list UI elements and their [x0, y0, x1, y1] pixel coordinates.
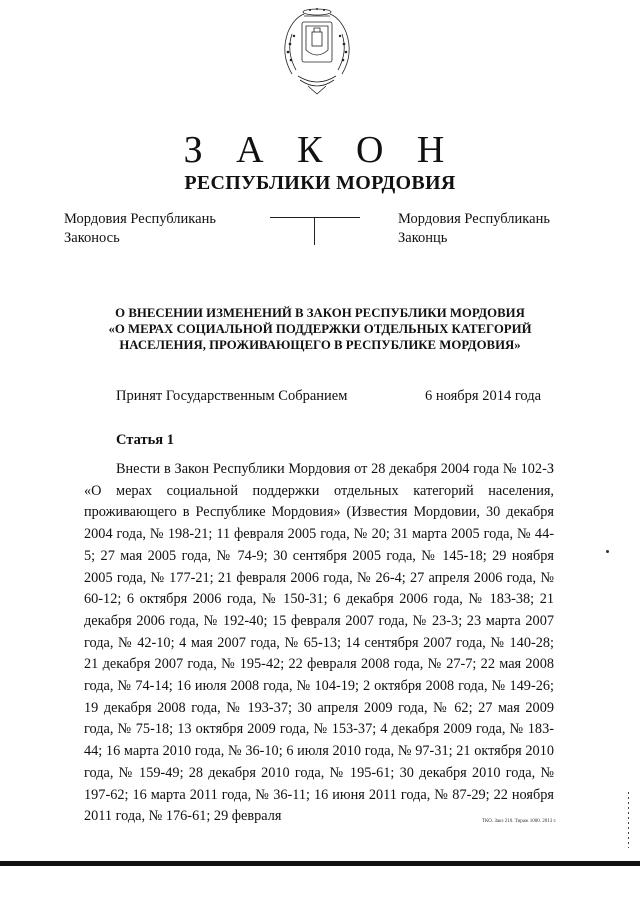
mordovian-right-line-2: Законць: [398, 230, 448, 246]
scan-edge-strip: [628, 792, 629, 848]
print-footer-note: ТКО. Закз 210. Тираж 1000. 2013 г.: [482, 819, 557, 824]
article-body: Внести в Закон Республики Мордовия от 28 декабря 2004 года № 102-З «О мерах социальной поддержки отдельных категорий населения, проживающего в Республике Мордовия» (Известия Мордовии, 30 декабря 2004 года, № 198-21; 11 февраля 2005 года, № 20; 31 марта 2005 года, № 44-5; 27 мая 2005 года, № 74-9; 30 сентября 2005 года, № 145-18; 29 ноября 2005 года, № 177-21; 21 февраля 2006 года, № 26-4; 27 апреля 2006 года, № 60-12; 6 октября 2006 года, № 150-31; 6 декабря 2006 года, № 183-38; 21 декабря 2006 года, № 192-40; 15 февраля 2007 года, № 23-3; 23 марта 2007 года, № 42-10; 4 мая 2007 года, № 65-13; 14 сентября 2007 года, № 140-28; 21 декабря 2007 года, № 195-42; 22 февраля 2008 года, № 27-7; 22 мая 2008 года, № 74-14; 16 июля 2008 года, № 104-19; 2 октября 2008 года, № 149-26; 19 декабря 2008 года, № 193-37; 30 апреля 2009 года, № 62; 27 мая 2009 года, № 75-18; 13 октября 2009 года, № 153-37; 4 декабря 2009 года, № 183-44; 16 марта 2010 года, № 36-10; 6 июля 2010 года, № 97-31; 21 октября 2010 года, № 159-49; 28 декабря 2010 года, № 195-61; 30 декабря 2010 года, № 197-62; 16 марта 2011 года, № 36-11; 16 июня 2011 года, № 87-29; 22 ноября 2011 года, № 176-61; 29 февраля: [84, 461, 554, 825]
scan-bottom-bar: [0, 861, 640, 866]
article-title: Статья 1: [116, 432, 174, 448]
coat-of-arms-emblem: [274, 4, 360, 96]
mordovian-left-line-1: Мордовия Республикань: [64, 211, 216, 227]
law-heading-line-3: НАСЕЛЕНИЯ, ПРОЖИВАЮЩЕГО В РЕСПУБЛИКЕ МОРДОВИЯ»: [119, 338, 521, 352]
mordovian-left-line-2: Законось: [64, 230, 120, 246]
law-heading-line-2: «О МЕРАХ СОЦИАЛЬНОЙ ПОДДЕРЖКИ ОТДЕЛЬНЫХ КАТЕГОРИЙ: [108, 322, 532, 336]
title-divider-horizontal: [270, 217, 360, 218]
title-divider-vertical: [314, 217, 315, 245]
document-subtitle: РЕСПУБЛИКИ МОРДОВИЯ: [184, 172, 456, 194]
scan-mark: [606, 550, 609, 553]
law-heading: [60, 305, 580, 353]
mordovian-title-right: [398, 210, 550, 248]
mordovian-title-left: [64, 210, 216, 248]
document-title: З А К О Н: [183, 129, 457, 171]
adopted-by: Принят Государственным Собранием: [116, 388, 348, 404]
law-heading-line-1: О ВНЕСЕНИИ ИЗМЕНЕНИЙ В ЗАКОН РЕСПУБЛИКИ МОРДОВИЯ: [115, 306, 525, 320]
mordovian-right-line-1: Мордовия Республикань: [398, 211, 550, 227]
adopted-date: 6 ноября 2014 года: [425, 388, 542, 404]
